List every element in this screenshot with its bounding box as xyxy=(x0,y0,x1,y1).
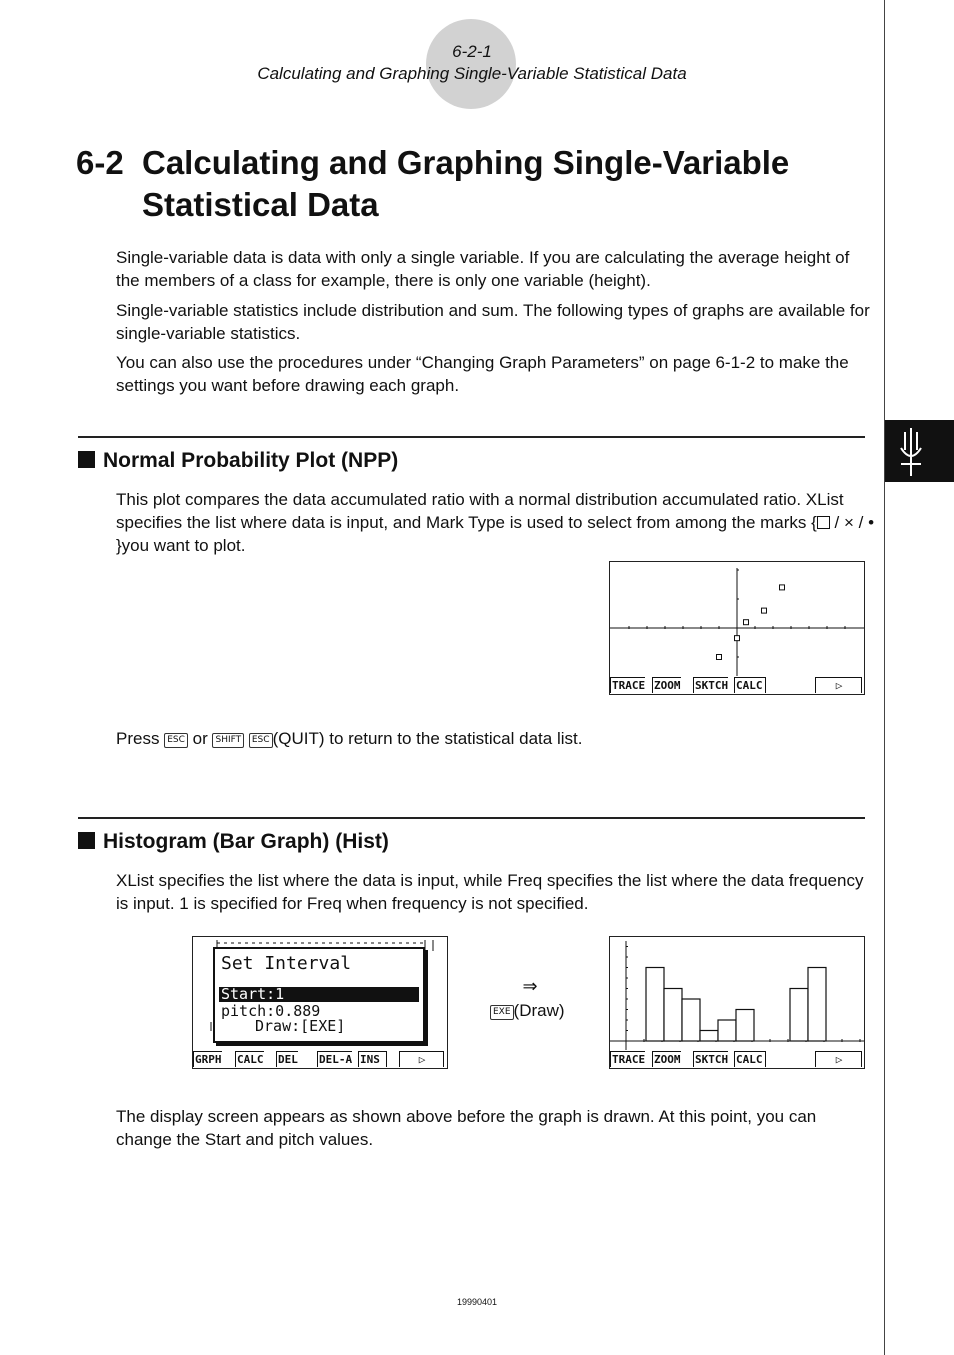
fkey-more[interactable]: ▷ xyxy=(815,677,862,693)
hist-function-bar xyxy=(610,1050,864,1068)
fkey-more[interactable]: ▷ xyxy=(815,1051,862,1067)
intro-paragraph-1: Single-variable data is data with only a single variable. If you are calculating the average height of the members of a class for example, there is only one variable (height). xyxy=(116,248,850,290)
npp-point xyxy=(780,585,785,590)
fkey-more[interactable]: ▷ xyxy=(399,1051,444,1067)
section-number: 6-2 xyxy=(76,144,124,181)
set-interval-screen xyxy=(192,936,448,1069)
histogram-bar xyxy=(646,968,664,1042)
npp-rule xyxy=(78,436,865,438)
histogram-bar xyxy=(682,999,700,1041)
running-title: Calculating and Graphing Single-Variable Statistical Data xyxy=(257,64,687,83)
arrow-icon: ⇒ xyxy=(522,976,538,996)
heading-square-icon xyxy=(78,832,95,849)
pitch-field[interactable]: pitch:0.889 xyxy=(221,1002,321,1020)
histogram-bar xyxy=(700,1031,718,1042)
histogram-bar xyxy=(664,989,682,1042)
npp-heading: Normal Probability Plot (NPP) xyxy=(78,449,398,473)
fkey-zoom[interactable]: ZOOM xyxy=(654,679,681,692)
fkey-trace[interactable]: TRACE xyxy=(612,679,646,692)
fkey-ins[interactable]: INS xyxy=(358,1051,387,1067)
footer-code: 19990401 xyxy=(456,1297,498,1307)
fkey-graph[interactable]: GRPH xyxy=(195,1053,222,1066)
npp-press-line: Press ESC or SHIFT ESC (QUIT) to return to the statistical data list. xyxy=(116,729,583,748)
margin-line xyxy=(884,0,885,1355)
histogram-bar xyxy=(736,1010,754,1042)
fkey-trace[interactable]: TRACE xyxy=(612,1053,646,1066)
shift-key-icon: SHIFT xyxy=(212,733,244,748)
heading-square-icon xyxy=(78,451,95,468)
section-title-line1: Calculating and Graphing Single-Variable xyxy=(142,144,790,181)
chapter-tab xyxy=(885,420,954,482)
npp-function-bar xyxy=(610,676,864,694)
histogram-bar xyxy=(808,968,826,1042)
hist-rule xyxy=(78,817,865,819)
npp-point xyxy=(762,608,767,613)
esc-key-icon: ESC xyxy=(249,733,273,748)
list-function-bar xyxy=(193,1050,447,1068)
fkey-del-all[interactable]: DEL-A xyxy=(319,1053,353,1066)
npp-point xyxy=(717,655,722,660)
fkey-calc[interactable]: CALC xyxy=(237,1053,264,1066)
histogram-bar xyxy=(790,989,808,1042)
npp-point xyxy=(744,620,749,625)
fkey-calc[interactable]: CALC xyxy=(734,677,766,693)
fkey-zoom[interactable]: ZOOM xyxy=(654,1053,681,1066)
draw-option[interactable]: Draw:[EXE] xyxy=(255,1017,346,1035)
fkey-sketch[interactable]: SKTCH xyxy=(695,679,729,692)
hist-after-text: The display screen appears as shown above before the graph is drawn. At this point, you can change the Start and pitch values. xyxy=(116,1107,817,1149)
fkey-del[interactable]: DEL xyxy=(278,1053,298,1066)
npp-body: This plot compares the data accumulated ratio with a normal distribution accumulated ratio. XList specifies the list where data is input, and Mark Type is used to select from among the marks { / × / • }you want to plot. xyxy=(116,490,875,555)
exe-key-icon: EXE xyxy=(490,1005,514,1020)
intro-paragraph-3: You can also use the procedures under “Changing Graph Parameters” on page 6-1-2 to make the settings you want before drawing each graph. xyxy=(116,353,849,395)
histogram-screen xyxy=(609,936,865,1069)
esc-key-icon: ESC xyxy=(164,733,188,748)
start-field[interactable]: Start:1 xyxy=(219,987,419,1002)
fkey-calc[interactable]: CALC xyxy=(734,1051,766,1067)
npp-plot xyxy=(610,562,864,676)
draw-instruction: EXE (Draw) xyxy=(490,1001,565,1021)
histogram-bar xyxy=(718,1020,736,1041)
section-title-line2: Statistical Data xyxy=(142,186,379,223)
square-mark-icon xyxy=(817,516,830,529)
hist-heading: Histogram (Bar Graph) (Hist) xyxy=(78,830,389,854)
hist-body: XList specifies the list where the data is input, while Freq specifies the list where the data frequency is input. 1 is specified for Freq when frequency is not specified. xyxy=(116,871,864,913)
dialog-title: Set Interval xyxy=(221,953,352,974)
npp-point xyxy=(735,636,740,641)
histogram-plot xyxy=(610,937,864,1050)
section-heading xyxy=(76,142,789,226)
fkey-sketch[interactable]: SKTCH xyxy=(695,1053,729,1066)
npp-screen xyxy=(609,561,865,695)
chapter-tab-icon xyxy=(885,420,954,482)
set-interval-dialog xyxy=(213,947,425,1043)
intro-paragraph-2: Single-variable statistics include distribution and sum. The following types of graphs are available for single-variable statistics. xyxy=(116,301,870,343)
page-number: 6-2-1 xyxy=(452,42,492,61)
